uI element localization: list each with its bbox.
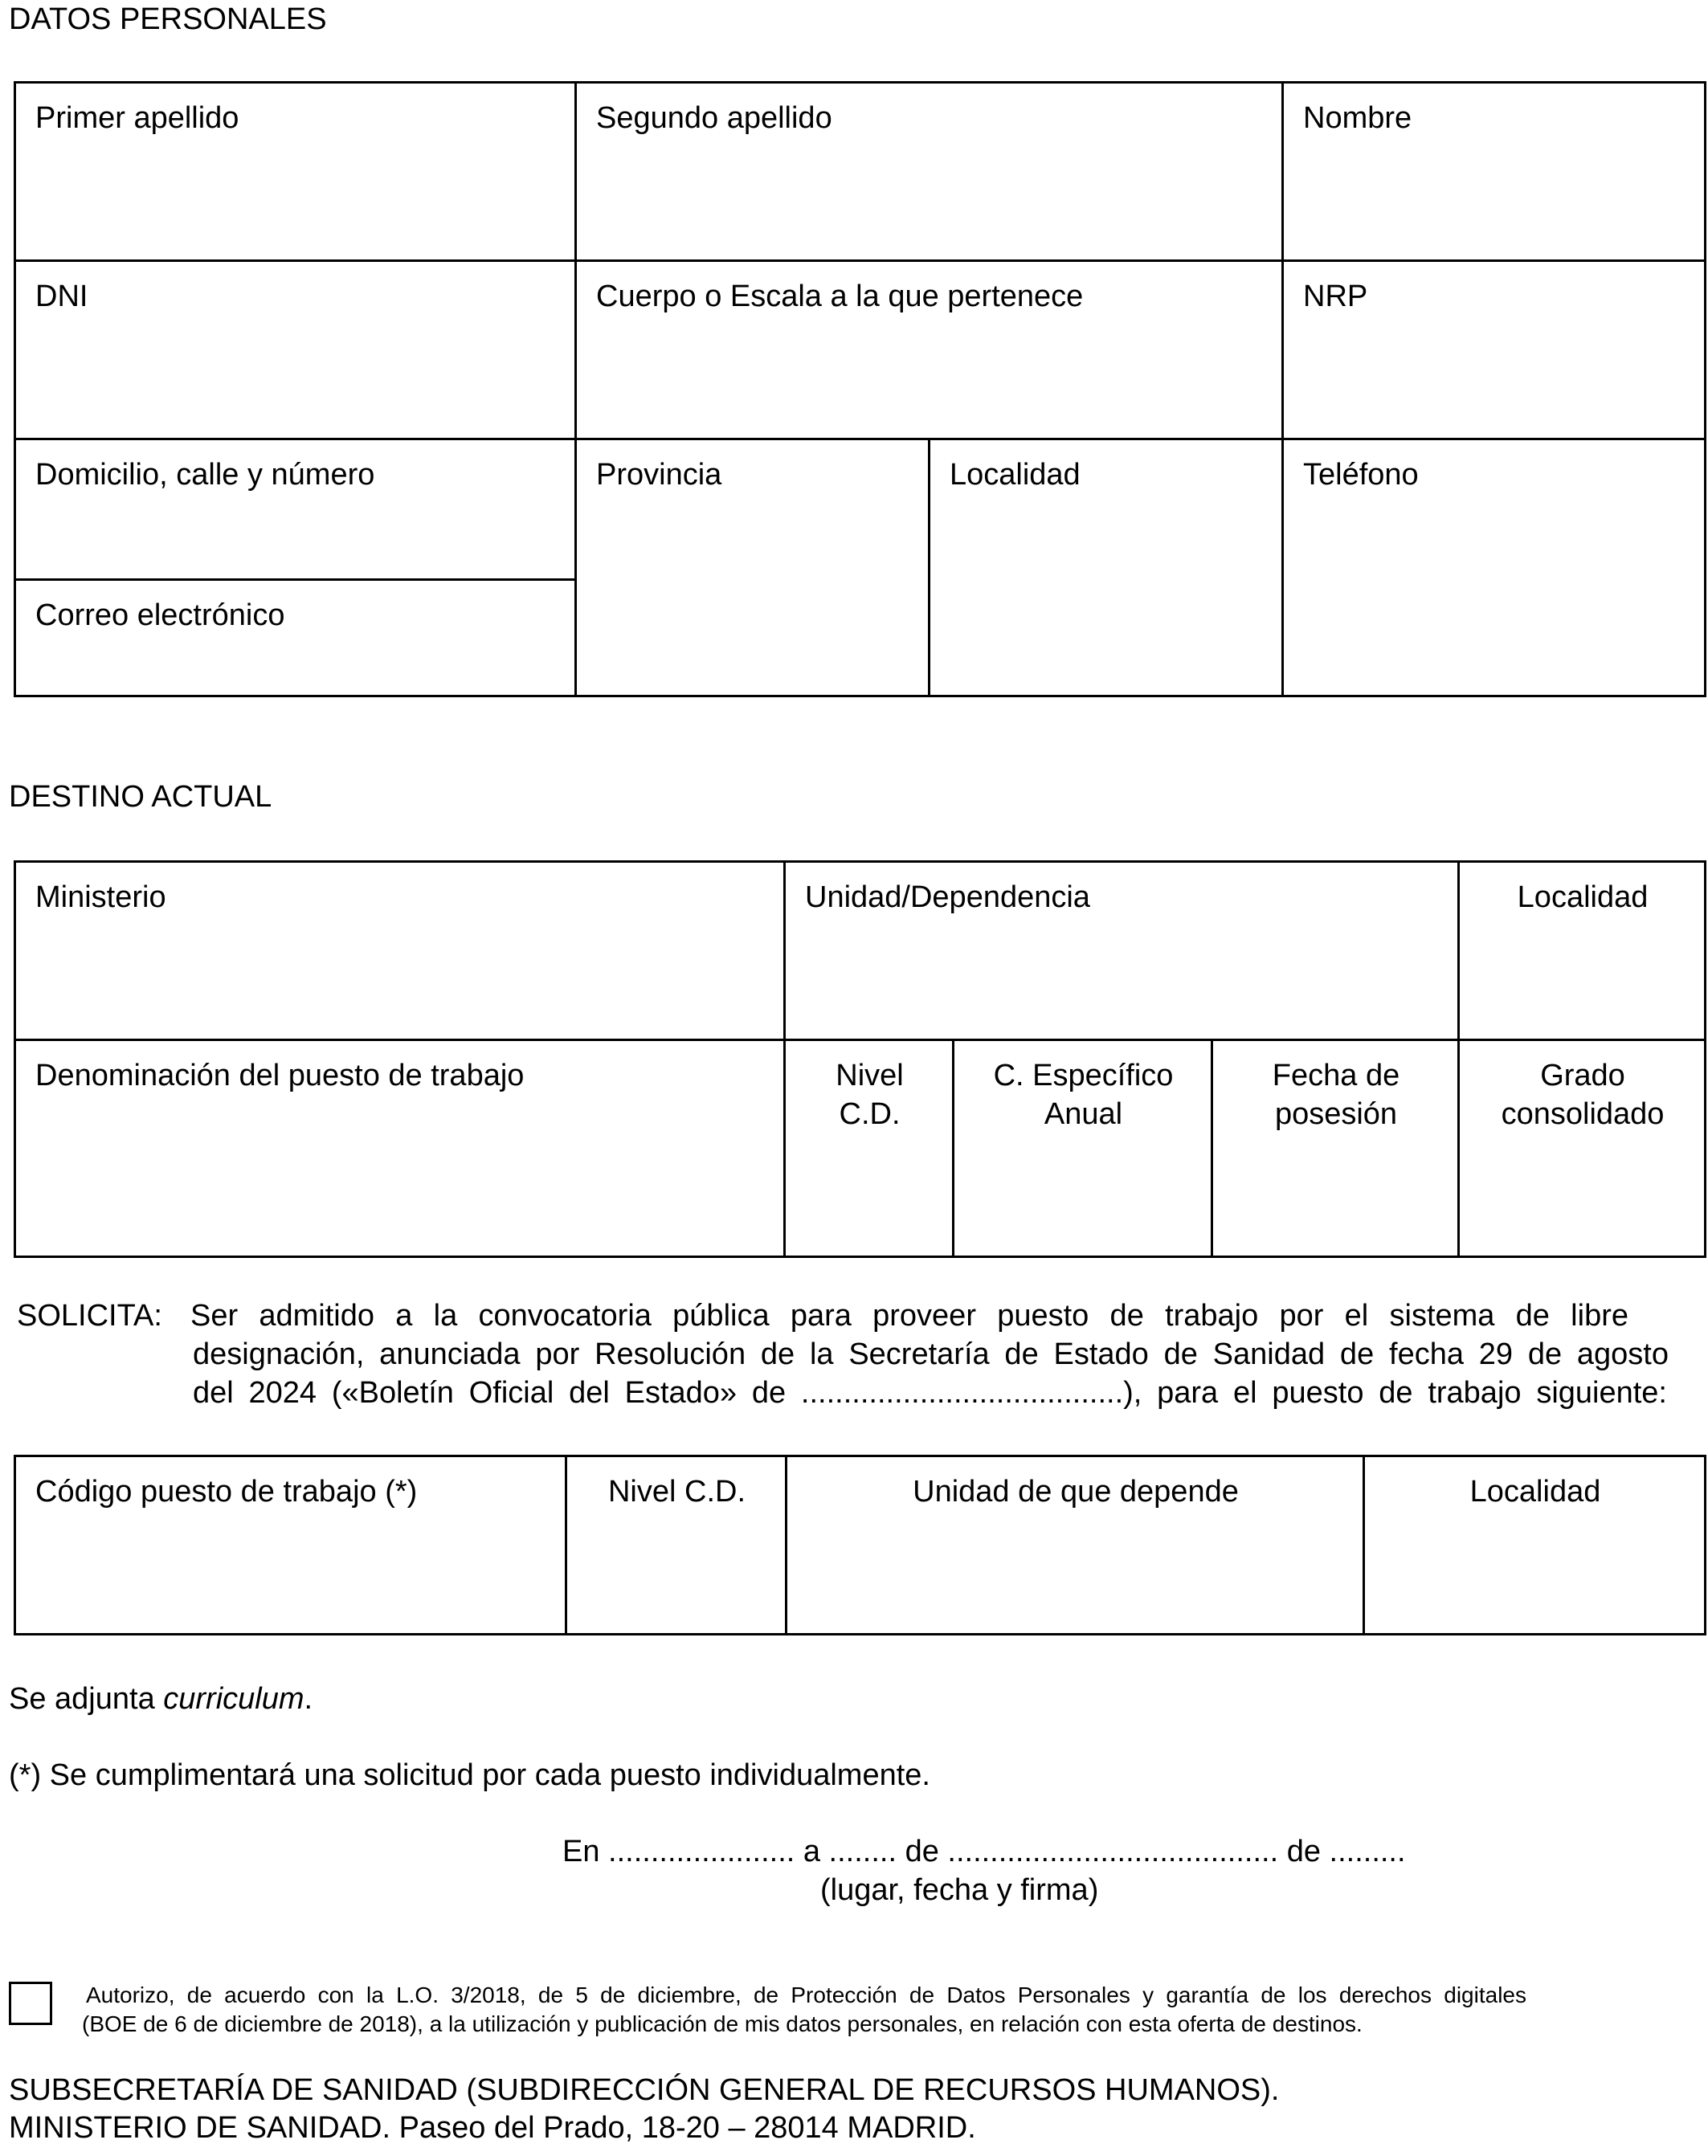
field-nivel-cd[interactable]	[785, 1040, 954, 1257]
field-unidad-depende[interactable]	[787, 1456, 1364, 1635]
label-unidad: Unidad/Dependencia	[805, 880, 1090, 914]
label-segundo-apellido: Segundo apellido	[596, 101, 832, 135]
label-telefono: Teléfono	[1303, 458, 1419, 492]
field-nrp[interactable]	[1283, 261, 1706, 439]
puesto-table	[14, 1455, 1706, 1635]
label-cd: C.D.	[839, 1096, 901, 1131]
firma-caption: (lugar, fecha y firma)	[820, 1873, 1099, 1907]
section-title-destino-actual: DESTINO ACTUAL	[9, 780, 272, 814]
field-segundo-apellido[interactable]	[576, 83, 1283, 261]
field-cuerpo[interactable]	[576, 261, 1283, 439]
label-anual: Anual	[1044, 1096, 1123, 1131]
label-localidad-puesto: Localidad	[1469, 1475, 1601, 1509]
label-localidad-destino: Localidad	[1517, 880, 1649, 914]
label-provincia: Provincia	[596, 458, 722, 492]
field-nombre[interactable]	[1283, 83, 1706, 261]
field-localidad[interactable]	[930, 439, 1283, 696]
label-unidad-depende: Unidad de que depende	[913, 1475, 1239, 1509]
label-grado: Grado	[1540, 1059, 1625, 1092]
solicita-label: SOLICITA:	[17, 1299, 162, 1333]
field-provincia[interactable]	[576, 439, 930, 696]
adjunta-curriculum	[9, 1681, 313, 1718]
label-nrp: NRP	[1303, 280, 1368, 313]
field-correo[interactable]	[15, 580, 576, 696]
destino-actual-table	[14, 860, 1706, 1258]
label-cuerpo: Cuerpo o Escala a la que pertenece	[596, 280, 1084, 313]
label-domicilio: Domicilio, calle y número	[35, 458, 375, 492]
field-nivel-cd-puesto[interactable]	[566, 1456, 787, 1635]
field-primer-apellido[interactable]	[15, 83, 576, 261]
autorizacion-checkbox[interactable]	[9, 1982, 52, 2025]
adjunta-italic: curriculum	[163, 1682, 304, 1716]
label-nivel: Nivel	[836, 1059, 904, 1092]
solicita-line-2: designación, anunciada por Resolución de la Secretaría de Estado de Sanidad de fecha 29 de agosto	[193, 1337, 1669, 1371]
field-codigo-puesto[interactable]	[15, 1456, 566, 1635]
field-especifico[interactable]	[954, 1040, 1212, 1257]
field-unidad[interactable]	[785, 862, 1459, 1040]
field-domicilio[interactable]	[15, 439, 576, 580]
label-especifico: C. Específico	[993, 1059, 1174, 1092]
solicita-line-3: del 2024 («Boletín Oficial del Estado» de ......................................), para el puesto de trabajo siguiente:	[193, 1376, 1667, 1410]
firma-line[interactable]: En ...................... a ........ de ....................................... de .........	[562, 1835, 1406, 1868]
field-ministerio[interactable]	[15, 862, 785, 1040]
adjunta-prefix: Se adjunta	[9, 1682, 164, 1716]
datos-personales-table	[14, 81, 1706, 697]
field-telefono[interactable]	[1283, 439, 1706, 696]
field-fecha-posesion[interactable]	[1212, 1040, 1459, 1257]
label-denominacion: Denominación del puesto de trabajo	[35, 1059, 525, 1092]
label-localidad: Localidad	[950, 458, 1081, 492]
nota-asterisco: (*) Se cumplimentará una solicitud por cada puesto individualmente.	[9, 1758, 930, 1792]
label-consolidado: consolidado	[1501, 1096, 1665, 1131]
section-title-datos-personales: DATOS PERSONALES	[9, 2, 327, 36]
label-posesion: posesión	[1274, 1096, 1398, 1131]
solicita-line-1: Ser admitido a la convocatoria pública para proveer puesto de trabajo por el sistema de libre	[190, 1299, 1628, 1333]
label-fecha-de: Fecha de	[1272, 1059, 1400, 1092]
field-localidad-puesto[interactable]	[1364, 1456, 1706, 1635]
field-localidad-destino[interactable]	[1459, 862, 1706, 1040]
label-correo: Correo electrónico	[35, 598, 285, 632]
footer-line-2: MINISTERIO DE SANIDAD. Paseo del Prado, 18-20 – 28014 MADRID.	[9, 2111, 976, 2145]
label-primer-apellido: Primer apellido	[35, 101, 239, 135]
label-nombre: Nombre	[1303, 101, 1412, 135]
label-ministerio: Ministerio	[35, 880, 166, 914]
field-grado-consolidado[interactable]	[1459, 1040, 1706, 1257]
label-nivel-cd-puesto: Nivel C.D.	[607, 1475, 746, 1509]
adjunta-suffix: .	[304, 1682, 313, 1716]
footer-line-1: SUBSECRETARÍA DE SANIDAD (SUBDIRECCIÓN GENERAL DE RECURSOS HUMANOS).	[9, 2073, 1280, 2107]
label-codigo-puesto: Código puesto de trabajo (*)	[35, 1475, 418, 1509]
autorizacion-line-1: Autorizo, de acuerdo con la L.O. 3/2018, de 5 de diciembre, de Protección de Datos Personales y garantía de los derechos digitales	[86, 1982, 1526, 2007]
label-dni: DNI	[35, 280, 88, 313]
field-denominacion[interactable]	[15, 1040, 785, 1257]
autorizacion-line-2: (BOE de 6 de diciembre de 2018), a la utilización y publicación de mis datos personales, en relación con esta oferta de destinos.	[82, 2011, 1363, 2036]
field-dni[interactable]	[15, 261, 576, 439]
